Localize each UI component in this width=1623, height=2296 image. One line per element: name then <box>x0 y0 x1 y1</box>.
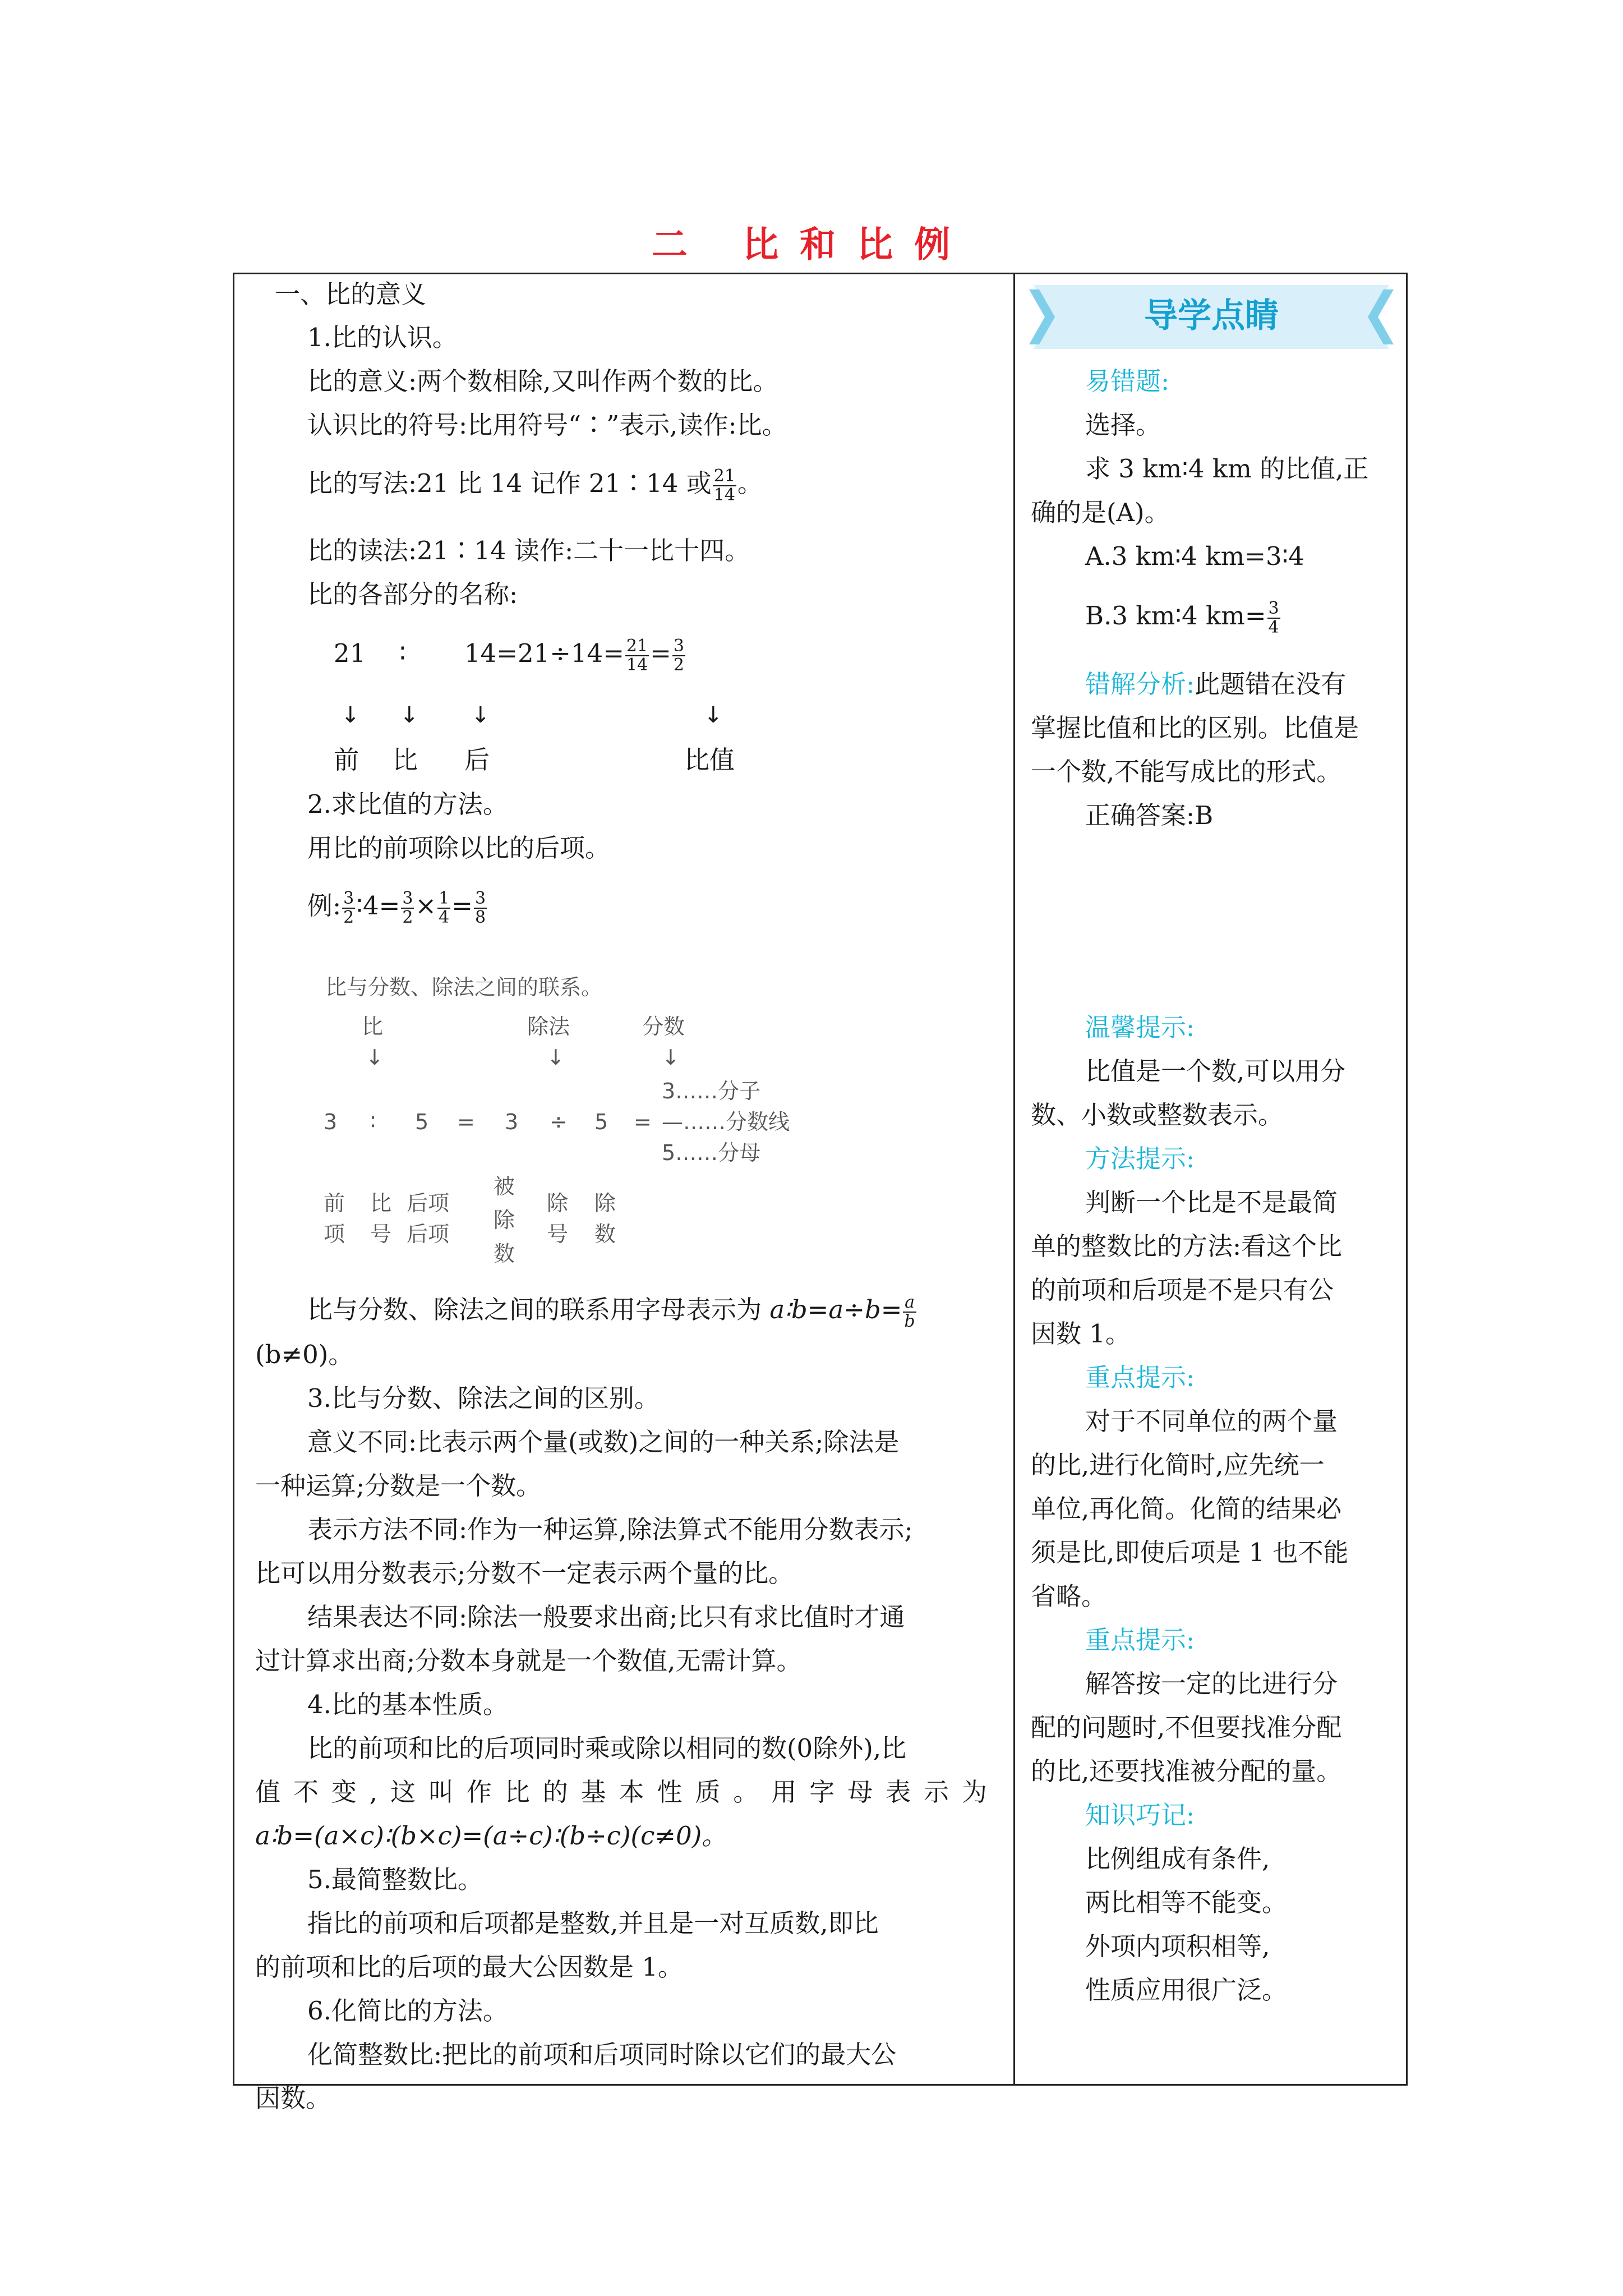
method-1: 化简整数比:把比的前项和后项同时除以它们的最大公 <box>307 2040 897 2069</box>
tip-method-label: 方法提示: <box>1085 1144 1195 1174</box>
figure-fraction-line: —……分数线 <box>662 1110 790 1134</box>
writing-pre: 比的写法:21 比 14 记作 21∶14 或 <box>307 468 712 498</box>
symbol-text: 认识比的符号:比用符号“∶”表示,读作:比。 <box>307 410 787 440</box>
example-label: 例: <box>307 891 342 921</box>
fraction <box>713 467 736 504</box>
numerator: 3 <box>1268 598 1279 618</box>
diagram-colon: ∶ <box>399 638 406 668</box>
numerator: 3 <box>402 888 413 908</box>
figure-n3b: 3 <box>505 1110 519 1134</box>
simplest-2: 的前项和比的后项的最大公因数是 1。 <box>255 1952 683 1982</box>
tip-key-3: 单位,再化简。化简的结果必 <box>1031 1494 1342 1524</box>
parts-heading: 比的各部分的名称: <box>307 579 518 609</box>
tip-key-1: 对于不同单位的两个量 <box>1085 1406 1338 1436</box>
example <box>307 889 488 927</box>
property-2: 值不变,这叫作比的基本性质。用字母表示为 <box>255 1777 987 1807</box>
denominator: 14 <box>626 655 648 675</box>
arrow-down-icon: ↓ <box>471 702 490 728</box>
section-heading: 一、比的意义 <box>275 279 427 309</box>
poem-line-4: 性质应用很广泛。 <box>1085 1975 1288 2005</box>
tip-key2-3: 的比,还要找准被分配的量。 <box>1031 1756 1342 1786</box>
tip-key-label: 重点提示: <box>1085 1363 1195 1392</box>
fraction <box>401 890 414 927</box>
figure-n3: 3 <box>324 1110 338 1134</box>
arrow-down-icon: ↓ <box>662 1045 680 1070</box>
diagram-front: 21 <box>334 638 366 668</box>
figure-head-fraction: 分数 <box>642 1014 685 1039</box>
difference-1a: 意义不同:比表示两个量(或数)之间的一种关系;除法是 <box>307 1427 900 1457</box>
subsection-5: 5.最简整数比。 <box>307 1865 483 1894</box>
denominator: b <box>904 1311 915 1331</box>
figure-l-chu3: 除 <box>594 1191 616 1216</box>
fraction <box>342 890 355 927</box>
numerator: 21 <box>626 636 648 656</box>
numerator: 3 <box>343 888 354 908</box>
label-ratio-sign: 比 <box>393 745 418 775</box>
option-b <box>1085 599 1281 637</box>
numerator: 3 <box>673 636 684 656</box>
tip-method-4: 因数 1。 <box>1031 1319 1131 1349</box>
numerator: 21 <box>713 466 735 486</box>
poem-line-1: 比例组成有条件, <box>1085 1844 1270 1874</box>
subsection-3: 3.比与分数、除法之间的区别。 <box>307 1383 660 1413</box>
subsection-2: 2.求比值的方法。 <box>307 789 508 819</box>
figure-l-shu: 数 <box>494 1241 515 1266</box>
tip-method-2: 单的整数比的方法:看这个比 <box>1031 1231 1343 1261</box>
figure-l-bei: 被 <box>494 1174 515 1199</box>
writing-post: 。 <box>737 468 763 498</box>
tip-key2-1: 解答按一定的比进行分 <box>1085 1669 1338 1699</box>
figure-l-hou: 后项 <box>407 1191 450 1216</box>
method-text: 用比的前项除以比的后项。 <box>307 833 611 863</box>
analysis-line-3: 一个数,不能写成比的形式。 <box>1031 757 1342 786</box>
arrow-down-icon: ↓ <box>704 702 723 728</box>
relationship-condition: (b≠0)。 <box>255 1340 354 1369</box>
analysis-label: 错解分析: <box>1085 669 1195 699</box>
subsection-6: 6.化简比的方法。 <box>307 1996 508 2026</box>
poem-line-2: 两比相等不能变。 <box>1085 1888 1288 1917</box>
denominator: 8 <box>474 907 486 927</box>
figure-n5: 5 <box>415 1110 429 1134</box>
simplest-1: 指比的前项和后项都是整数,并且是一对互质数,即比 <box>307 1908 879 1938</box>
figure-l-hou-xiang: 后项 <box>407 1222 450 1246</box>
figure-head-division: 除法 <box>527 1014 570 1039</box>
meaning-text: 比的意义:两个数相除,又叫作两个数的比。 <box>307 366 778 396</box>
equals-sign: = <box>451 891 473 921</box>
diagram-eq2: = <box>650 638 671 668</box>
figure-colon: ∶ <box>370 1110 376 1134</box>
figure-l-shu2: 数 <box>594 1222 616 1246</box>
figure-l-hao: 号 <box>370 1222 392 1246</box>
difference-3a: 结果表达不同:除法一般要求出商;比只有求比值时才通 <box>307 1602 905 1632</box>
denominator: 4 <box>439 907 450 927</box>
difference-3b: 过计算求出商;分数本身就是一个数值,无需计算。 <box>255 1646 802 1676</box>
property-formula: a∶b=(a×c)∶(b×c)=(a÷c)∶(b÷c)(c≠0)。 <box>255 1821 727 1851</box>
error-question-1: 选择。 <box>1085 410 1161 440</box>
tip-key-2: 的比,进行化简时,应先统一 <box>1031 1450 1325 1480</box>
fraction <box>437 890 450 927</box>
denominator: 14 <box>713 485 735 505</box>
fraction <box>1267 600 1280 637</box>
tip-warm-1: 比值是一个数,可以用分 <box>1085 1056 1346 1086</box>
tip-key-4: 须是比,即使后项是 1 也不能 <box>1031 1538 1349 1567</box>
denominator: 2 <box>402 907 413 927</box>
numerator: 1 <box>439 888 450 908</box>
analysis-line-2: 掌握比值和比的区别。比值是 <box>1031 713 1359 743</box>
arrow-down-icon: ↓ <box>341 702 360 728</box>
figure-l-xiang: 项 <box>324 1222 345 1246</box>
figure-denominator: 5……分母 <box>662 1140 761 1165</box>
reading-text: 比的读法:21∶14 读作:二十一比十四。 <box>307 536 750 565</box>
difference-2a: 表示方法不同:作为一种运算,除法算式不能用分数表示; <box>307 1515 913 1544</box>
subsection-4: 4.比的基本性质。 <box>307 1690 508 1719</box>
fraction <box>672 637 685 674</box>
tip-method-1: 判断一个比是不是最简 <box>1085 1188 1338 1217</box>
tip-warm-label: 温馨提示: <box>1085 1013 1195 1042</box>
figure-l-bi: 比 <box>370 1191 392 1216</box>
subsection-1: 1.比的认识。 <box>307 323 458 352</box>
tip-method-3: 的前项和后项是不是只有公 <box>1031 1275 1334 1305</box>
example-mid: ∶4= <box>356 891 400 921</box>
label-back: 后 <box>464 745 490 775</box>
method-2: 因数。 <box>255 2083 331 2113</box>
correct-answer: 正确答案:B <box>1085 800 1214 830</box>
banner-title: 导学点睛 <box>1144 296 1279 335</box>
arrow-down-icon: ↓ <box>400 702 419 728</box>
figure-l-hao2: 号 <box>547 1222 569 1246</box>
poem-line-3: 外项内项积相等, <box>1085 1931 1270 1961</box>
figure-div: ÷ <box>550 1110 568 1134</box>
error-question-2: 求 3 km∶4 km 的比值,正 <box>1085 454 1369 484</box>
property-1: 比的前项和比的后项同时乘或除以相同的数(0除外),比 <box>307 1733 907 1763</box>
analysis-line-1 <box>1085 668 1346 701</box>
arrow-down-icon: ↓ <box>366 1045 384 1070</box>
figure-n5b: 5 <box>594 1110 608 1134</box>
analysis-text: 此题错在没有 <box>1195 669 1347 699</box>
figure-eq: = <box>457 1110 475 1134</box>
option-b-pre: B.3 km∶4 km= <box>1085 601 1266 631</box>
fraction <box>474 890 487 927</box>
tip-warm-2: 数、小数或整数表示。 <box>1031 1100 1284 1130</box>
arrow-down-icon: ↓ <box>547 1045 565 1070</box>
figure-l-chu: 除 <box>494 1208 515 1232</box>
tip-key2-label: 重点提示: <box>1085 1625 1195 1655</box>
figure-caption: 比与分数、除法之间的联系。 <box>325 975 603 1000</box>
page-title: 二 比和比例 <box>651 224 972 266</box>
denominator: 4 <box>1268 617 1279 637</box>
difference-2b: 比可以用分数表示;分数不一定表示两个量的比。 <box>255 1558 794 1588</box>
writing-text <box>307 467 763 504</box>
figure-head-ratio: 比 <box>362 1014 384 1039</box>
label-front: 前 <box>334 745 359 775</box>
relationship-formula: a∶b=a÷b= <box>769 1295 902 1324</box>
label-ratio-value: 比值 <box>684 745 735 775</box>
tip-key2-2: 配的问题时,不但要找准分配 <box>1031 1713 1342 1742</box>
relationship-text <box>307 1293 917 1331</box>
figure-l-qian: 前 <box>324 1191 345 1216</box>
diagram-equation <box>464 637 686 674</box>
denominator: 2 <box>673 655 684 675</box>
fraction <box>903 1294 916 1331</box>
numerator: a <box>903 1294 916 1313</box>
denominator: 2 <box>343 907 354 927</box>
fraction <box>625 637 649 674</box>
figure-eq2: = <box>634 1110 652 1134</box>
numerator: 3 <box>474 888 486 908</box>
column-divider <box>1013 273 1015 2086</box>
tip-key-5: 省略。 <box>1031 1581 1107 1611</box>
error-label: 易错题: <box>1085 366 1170 396</box>
relationship-pre: 比与分数、除法之间的联系用字母表示为 <box>307 1295 770 1324</box>
diagram-eq1: 14=21÷14= <box>464 638 624 668</box>
difference-1b: 一种运算;分数是一个数。 <box>255 1471 542 1501</box>
times-sign: × <box>415 891 437 921</box>
error-question-3: 确的是(A)。 <box>1031 498 1170 527</box>
tip-memory-label: 知识巧记: <box>1085 1800 1195 1830</box>
option-a: A.3 km∶4 km=3∶4 <box>1085 541 1304 571</box>
figure-numerator: 3……分子 <box>662 1079 761 1103</box>
figure-l-chu2: 除 <box>547 1191 569 1216</box>
